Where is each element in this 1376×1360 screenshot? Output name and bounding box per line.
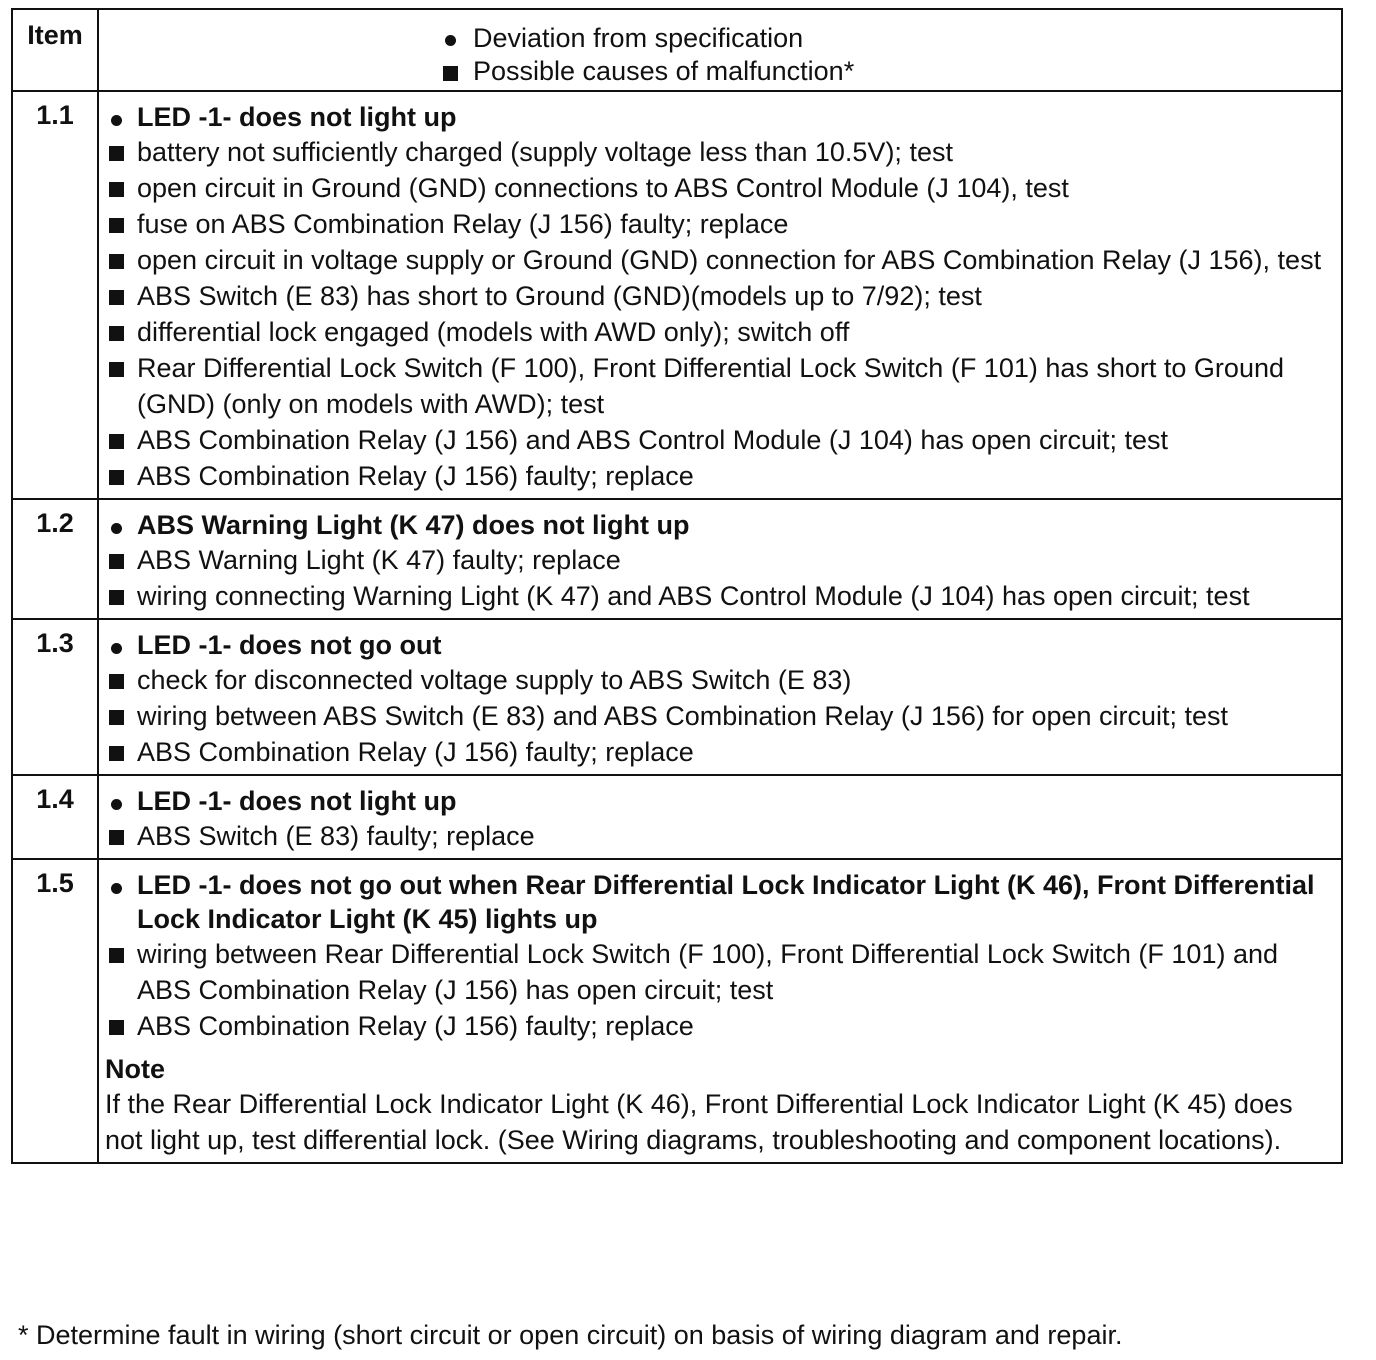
row-description [98, 859, 1342, 1163]
bullet-square-icon [109, 434, 124, 449]
item-number: 1.2 [12, 499, 98, 619]
cause-text: ABS Switch (E 83) faulty; replace [137, 821, 535, 851]
cause-line [105, 422, 1331, 458]
table-row [12, 619, 1342, 775]
table-row [12, 775, 1342, 859]
footnote: * Determine fault in wiring (short circuit or open circuit) on basis of wiring diagram and repair. [18, 1320, 1123, 1350]
cause-line [105, 278, 1331, 314]
row-description [98, 499, 1342, 619]
table-body [12, 91, 1342, 1163]
row-description [98, 775, 1342, 859]
bullet-dot-icon [111, 799, 122, 810]
row-description [98, 91, 1342, 499]
bullet-square-icon [109, 830, 124, 845]
bullet-square-icon [109, 218, 124, 233]
table-header-row [12, 9, 1342, 91]
bullet-square-icon [109, 326, 124, 341]
troubleshooting-table-wrapper [11, 8, 1341, 1164]
item-number: 1.4 [12, 775, 98, 859]
bullet-dot-icon [111, 523, 122, 534]
cause-text: ABS Warning Light (K 47) faulty; replace [137, 545, 621, 575]
bullet-square-icon [109, 290, 124, 305]
table-row [12, 91, 1342, 499]
deviation-legend [439, 22, 1341, 55]
item-number: 1.1 [12, 91, 98, 499]
bullet-square-icon [109, 182, 124, 197]
cause-text: differential lock engaged (models with AWD only); switch off [137, 317, 850, 347]
deviation-line [105, 100, 1331, 134]
cause-line [105, 578, 1331, 614]
causes-legend-label: Possible causes of malfunction* [473, 56, 855, 86]
cause-text: ABS Combination Relay (J 156) faulty; replace [137, 737, 694, 767]
deviation-text: LED -1- does not go out when Rear Differential Lock Indicator Light (K 46), Front Differential Lock Indicator Light (K 45) lights up [137, 870, 1315, 934]
bullet-dot-icon [111, 115, 122, 126]
cause-line [105, 350, 1331, 422]
cause-text: fuse on ABS Combination Relay (J 156) faulty; replace [137, 209, 789, 239]
deviation-line [105, 784, 1331, 818]
cause-text: ABS Combination Relay (J 156) faulty; replace [137, 461, 694, 491]
deviation-line [105, 868, 1331, 936]
note-text: If the Rear Differential Lock Indicator Light (K 46), Front Differential Lock Indicator Light (K 45) does not light up, test differential lock. (See Wiring diagrams, troubleshooting and component locations). [105, 1089, 1293, 1155]
cause-line [105, 1008, 1331, 1044]
deviation-legend-label: Deviation from specification [473, 23, 804, 53]
item-number: 1.5 [12, 859, 98, 1163]
cause-text: battery not sufficiently charged (supply voltage less than 10.5V); test [137, 137, 953, 167]
cause-text: ABS Combination Relay (J 156) faulty; replace [137, 1011, 694, 1041]
table-row [12, 499, 1342, 619]
cause-line [105, 242, 1331, 278]
bullet-dot-icon [111, 883, 122, 894]
cause-line [105, 698, 1331, 734]
deviation-text: LED -1- does not light up [137, 102, 457, 132]
cause-text: wiring connecting Warning Light (K 47) and ABS Control Module (J 104) has open circuit; test [137, 581, 1250, 611]
row-description [98, 619, 1342, 775]
bullet-square-icon [109, 362, 124, 377]
deviation-line [105, 628, 1331, 662]
cause-text: wiring between Rear Differential Lock Switch (F 100), Front Differential Lock Switch (F 101) and ABS Combination Relay (J 156) has open circuit; test [137, 939, 1279, 1005]
bullet-square-icon [109, 554, 124, 569]
cause-text: check for disconnected voltage supply to ABS Switch (E 83) [137, 665, 852, 695]
bullet-square-icon [109, 948, 124, 963]
bullet-dot-icon [445, 35, 456, 46]
cause-line [105, 662, 1331, 698]
cause-line [105, 314, 1331, 350]
deviation-line [105, 508, 1331, 542]
deviation-text: LED -1- does not light up [137, 786, 457, 816]
item-column-header: Item [12, 9, 98, 91]
bullet-square-icon [109, 254, 124, 269]
deviation-text: LED -1- does not go out [137, 630, 442, 660]
note-heading: Note [105, 1054, 165, 1084]
cause-line [105, 458, 1331, 494]
bullet-square-icon [109, 590, 124, 605]
description-column-header [98, 9, 1342, 91]
cause-text: Rear Differential Lock Switch (F 100), Front Differential Lock Switch (F 101) has short to Ground (GND) (only on models with AWD); test [137, 353, 1284, 419]
bullet-square-icon [109, 674, 124, 689]
bullet-square-icon [109, 470, 124, 485]
cause-text: open circuit in voltage supply or Ground (GND) connection for ABS Combination Relay (J 156), test [137, 245, 1322, 275]
bullet-square-icon [443, 66, 458, 81]
bullet-square-icon [109, 1020, 124, 1035]
bullet-dot-icon [111, 643, 122, 654]
cause-text: ABS Switch (E 83) has short to Ground (GND)(models up to 7/92); test [137, 281, 982, 311]
cause-text: open circuit in Ground (GND) connections to ABS Control Module (J 104), test [137, 173, 1069, 203]
cause-line [105, 734, 1331, 770]
cause-line [105, 818, 1331, 854]
cause-text: wiring between ABS Switch (E 83) and ABS Combination Relay (J 156) for open circuit; test [137, 701, 1229, 731]
bullet-square-icon [109, 146, 124, 161]
cause-line [105, 134, 1331, 170]
troubleshooting-table [11, 8, 1343, 1164]
causes-legend [439, 55, 1341, 88]
cause-line [105, 542, 1331, 578]
deviation-text: ABS Warning Light (K 47) does not light up [137, 510, 690, 540]
cause-line [105, 936, 1331, 1008]
item-number: 1.3 [12, 619, 98, 775]
cause-line [105, 170, 1331, 206]
bullet-square-icon [109, 710, 124, 725]
bullet-square-icon [109, 746, 124, 761]
cause-line [105, 206, 1331, 242]
cause-text: ABS Combination Relay (J 156) and ABS Control Module (J 104) has open circuit; test [137, 425, 1169, 455]
table-row [12, 859, 1342, 1163]
